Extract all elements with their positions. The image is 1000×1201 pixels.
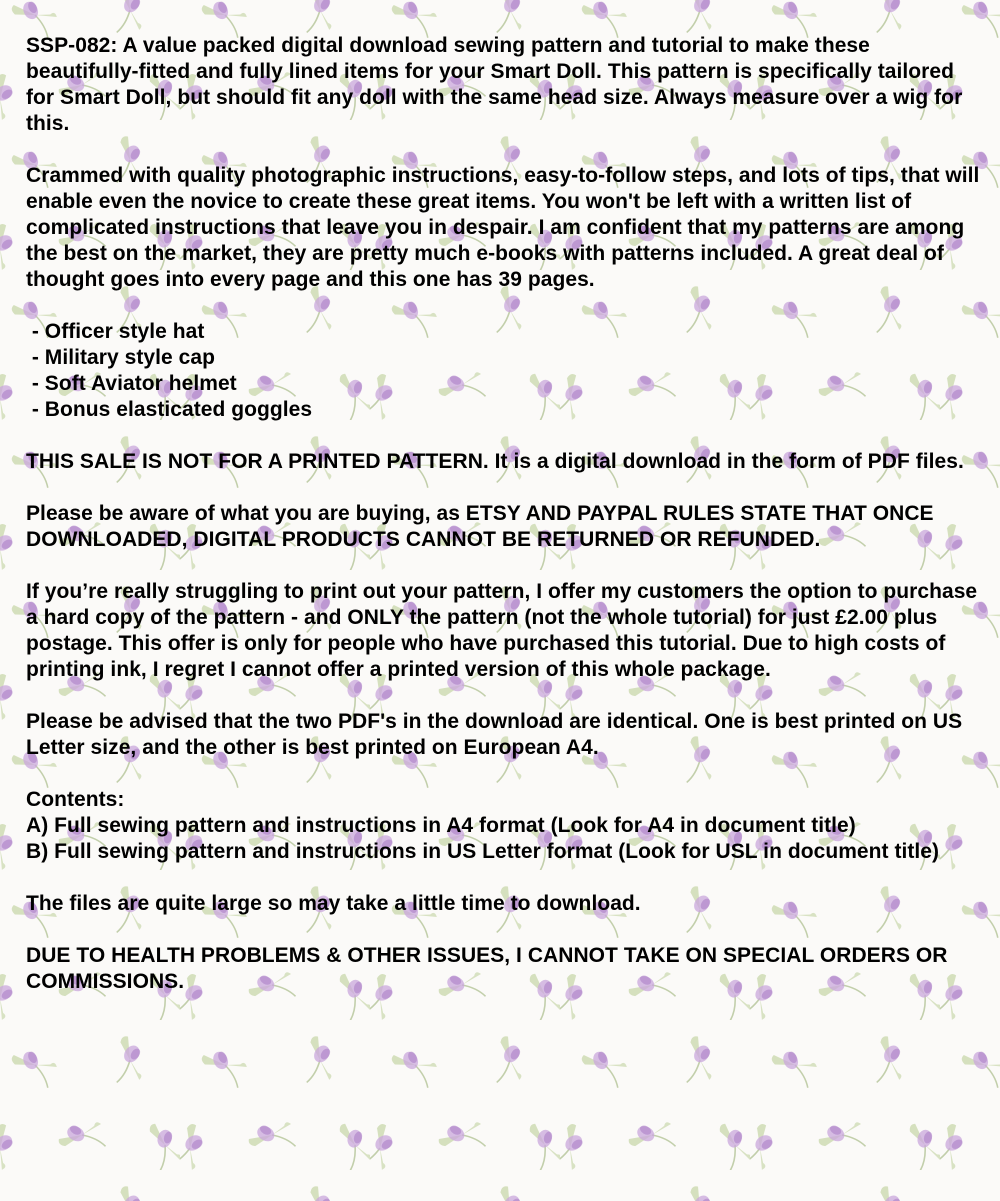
download-note: The files are quite large so may take a little time to download.	[26, 892, 641, 915]
sale-notice: THIS SALE IS NOT FOR A PRINTED PATTERN. It is a digital download in the form of PDF files.	[26, 450, 964, 473]
list-item: - Bonus elasticated goggles	[26, 398, 313, 421]
hard-copy-offer: If you’re really struggling to print out your pattern, I offer my customers the option to purchase a hard copy of the pattern - and ONLY the pattern (not the whole tutorial) for just £2.00 plus postage. This offer is only for people who have purchased this tutorial. Due to high costs of printing ink, I regret I cannot offer a printed version of this whole package.	[26, 580, 978, 681]
contents-item: A) Full sewing pattern and instructions in A4 format (Look for A4 in document title)	[26, 814, 856, 837]
list-item: - Soft Aviator helmet	[26, 372, 237, 395]
health-notice: DUE TO HEALTH PROBLEMS & OTHER ISSUES, I CANNOT TAKE ON SPECIAL ORDERS OR COMMISSIONS.	[26, 944, 948, 993]
items-list	[26, 319, 986, 423]
list-item: - Military style cap	[26, 346, 215, 369]
list-item: - Officer style hat	[26, 320, 205, 343]
description-paragraph: SSP-082: A value packed digital download sewing pattern and tutorial to make these beautifully-fitted and fully lined items for your Smart Doll. This pattern is specifically tailored for Smart Doll, but should fit any doll with the same head size. Always measure over a wig for this.	[26, 34, 963, 135]
contents-item: B) Full sewing pattern and instructions in US Letter format (Look for USL in document title)	[26, 840, 940, 863]
listing-document	[26, 33, 986, 1021]
contents-title: Contents:	[26, 788, 125, 811]
refund-notice: Please be aware of what you are buying, as ETSY AND PAYPAL RULES STATE THAT ONCE DOWNLOADED, DIGITAL PRODUCTS CANNOT BE RETURNED OR REFUNDED.	[26, 502, 934, 551]
pdf-note: Please be advised that the two PDF's in the download are identical. One is best printed on US Letter size, and the other is best printed on European A4.	[26, 710, 963, 759]
quality-paragraph: Crammed with quality photographic instructions, easy-to-follow steps, and lots of tips, that will enable even the novice to create these great items. You won't be left with a written list of complicated instructions that leave you in despair. I am confident that my patterns are among the best on the market, they are pretty much e-books with patterns included. A great deal of thought goes into every page and this one has 39 pages.	[26, 164, 980, 291]
contents-section	[26, 787, 986, 865]
